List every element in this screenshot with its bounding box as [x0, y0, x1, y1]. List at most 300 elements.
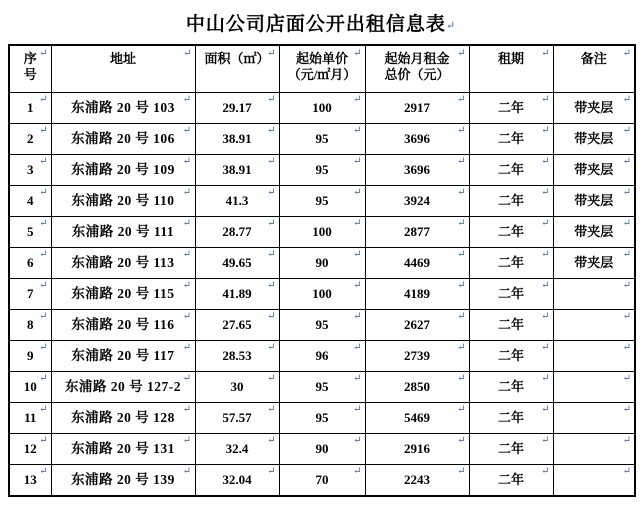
cell-term-text: 二年	[497, 410, 524, 425]
paragraph-mark-icon: ↵	[457, 404, 466, 415]
cell-unit-price-text: 90	[315, 255, 329, 270]
cell-address	[51, 155, 195, 186]
cell-area	[195, 279, 279, 310]
cell-address	[51, 465, 195, 497]
table-header-row-group	[9, 45, 635, 93]
cell-term	[469, 279, 553, 310]
cell-area-text: 49.65	[222, 255, 252, 270]
cell-seq	[9, 403, 51, 434]
cell-seq-text: 2	[27, 131, 34, 146]
paragraph-mark-icon: ↵	[39, 218, 48, 229]
cell-unit-price-text: 100	[312, 286, 332, 301]
paragraph-mark-icon: ↵	[541, 280, 550, 291]
cell-seq-text: 12	[23, 441, 37, 456]
cell-monthly-total	[365, 465, 469, 497]
paragraph-mark-icon: ↵	[267, 218, 276, 229]
cell-term	[469, 403, 553, 434]
column-header-area	[195, 45, 279, 93]
table-row	[9, 155, 635, 186]
cell-seq-text: 4	[27, 193, 34, 208]
cell-seq-text: 9	[27, 348, 34, 363]
paragraph-mark-icon: ↵	[39, 435, 48, 446]
table-row	[9, 341, 635, 372]
cell-note-text: 带夹层	[574, 162, 614, 177]
cell-monthly-total	[365, 403, 469, 434]
column-header-note-line1: 备注	[580, 51, 607, 66]
cell-address	[51, 248, 195, 279]
cell-address-text: 东浦路 20 号 116	[71, 317, 175, 332]
cell-seq-text: 11	[24, 410, 37, 425]
cell-monthly-total-text: 5469	[404, 410, 430, 425]
cell-monthly-total-text: 2917	[404, 100, 430, 115]
cell-term	[469, 310, 553, 341]
cell-term-text: 二年	[497, 100, 524, 115]
cell-term	[469, 372, 553, 403]
cell-monthly-total	[365, 310, 469, 341]
cell-monthly-total	[365, 217, 469, 248]
cell-monthly-total-text: 3696	[404, 162, 430, 177]
cell-term-text: 二年	[497, 255, 524, 270]
cell-area	[195, 310, 279, 341]
cell-area-text: 38.91	[222, 131, 252, 146]
cell-term-text: 二年	[497, 472, 524, 487]
cell-term	[469, 124, 553, 155]
cell-note-text: 带夹层	[574, 255, 614, 270]
paragraph-mark-icon: ↵	[622, 218, 631, 229]
cell-seq	[9, 465, 51, 497]
cell-address-text: 东浦路 20 号 109	[71, 162, 175, 177]
cell-monthly-total	[365, 279, 469, 310]
table-header-row	[9, 45, 635, 93]
cell-monthly-total	[365, 434, 469, 465]
cell-monthly-total-text: 2850	[404, 379, 430, 394]
paragraph-mark-icon: ↵	[39, 311, 48, 322]
paragraph-mark-icon: ↵	[353, 48, 362, 59]
paragraph-mark-icon: ↵	[622, 48, 631, 59]
cell-note-text: 带夹层	[574, 100, 614, 115]
paragraph-mark-icon: ↵	[39, 125, 48, 136]
cell-monthly-total	[365, 186, 469, 217]
cell-seq-text: 5	[27, 224, 34, 239]
cell-monthly-total-text: 4189	[404, 286, 430, 301]
cell-seq	[9, 248, 51, 279]
column-header-term-line1: 租期	[497, 51, 524, 66]
cell-seq-text: 8	[27, 317, 34, 332]
cell-term-text: 二年	[497, 131, 524, 146]
cell-unit-price-text: 95	[315, 193, 329, 208]
paragraph-mark-icon: ↵	[267, 94, 276, 105]
cell-address	[51, 341, 195, 372]
paragraph-mark-icon: ↵	[457, 342, 466, 353]
paragraph-mark-icon: ↵	[622, 280, 631, 291]
cell-unit-price-text: 100	[312, 100, 332, 115]
column-header-seq-line2: 号	[23, 66, 37, 82]
cell-term-text: 二年	[497, 162, 524, 177]
paragraph-mark-icon: ↵	[622, 249, 631, 260]
paragraph-mark-icon: ↵	[457, 218, 466, 229]
paragraph-mark-icon: ↵	[267, 48, 276, 59]
cell-unit-price	[279, 403, 365, 434]
paragraph-mark-icon: ↵	[541, 156, 550, 167]
paragraph-mark-icon: ↵	[183, 48, 192, 59]
cell-unit-price-text: 95	[315, 131, 329, 146]
cell-seq-text: 10	[23, 379, 37, 394]
paragraph-mark-icon: ↵	[39, 48, 48, 59]
cell-address	[51, 186, 195, 217]
cell-unit-price	[279, 186, 365, 217]
paragraph-mark-icon: ↵	[353, 218, 362, 229]
cell-unit-price-text: 95	[315, 379, 329, 394]
paragraph-mark-icon: ↵	[267, 373, 276, 384]
paragraph-mark-icon: ↵	[541, 342, 550, 353]
paragraph-mark-icon: ↵	[622, 187, 631, 198]
paragraph-mark-icon: ↵	[457, 373, 466, 384]
cell-note	[553, 186, 635, 217]
paragraph-mark-icon: ↵	[267, 435, 276, 446]
cell-area-text: 32.4	[225, 441, 249, 456]
paragraph-mark-icon: ↵	[267, 125, 276, 136]
cell-address-text: 东浦路 20 号 128	[71, 410, 175, 425]
cell-unit-price	[279, 93, 365, 124]
paragraph-mark-icon: ↵	[622, 125, 631, 136]
cell-area-text: 57.57	[222, 410, 252, 425]
cell-unit-price	[279, 155, 365, 186]
cell-address	[51, 93, 195, 124]
paragraph-mark-icon: ↵	[39, 466, 48, 477]
paragraph-mark-icon: ↵	[39, 249, 48, 260]
paragraph-mark-icon: ↵	[457, 94, 466, 105]
column-header-address	[51, 45, 195, 93]
column-header-area-line1: 面积（㎡）	[204, 51, 270, 66]
cell-monthly-total	[365, 341, 469, 372]
cell-note	[553, 93, 635, 124]
cell-term	[469, 186, 553, 217]
cell-unit-price	[279, 217, 365, 248]
cell-address-text: 东浦路 20 号 106	[71, 131, 175, 146]
table-row	[9, 310, 635, 341]
cell-area	[195, 372, 279, 403]
cell-unit-price	[279, 124, 365, 155]
paragraph-mark-icon: ↵	[457, 466, 466, 477]
column-header-address-line1: 地址	[109, 51, 136, 66]
paragraph-mark-icon: ↵	[457, 435, 466, 446]
paragraph-mark-icon: ↵	[622, 94, 631, 105]
paragraph-mark-icon: ↵	[353, 187, 362, 198]
cell-unit-price	[279, 279, 365, 310]
paragraph-mark-icon: ↵	[182, 280, 192, 291]
paragraph-mark-icon: ↵	[457, 125, 466, 136]
paragraph-mark-icon: ↵	[182, 94, 192, 105]
paragraph-mark-icon: ↵	[541, 125, 550, 136]
paragraph-mark-icon: ↵	[39, 373, 48, 384]
cell-area	[195, 434, 279, 465]
paragraph-mark-icon: ↵	[457, 280, 466, 291]
cell-monthly-total	[365, 93, 469, 124]
paragraph-mark-icon: ↵	[267, 404, 276, 415]
paragraph-mark-icon: ↵	[353, 373, 362, 384]
paragraph-mark-icon: ↵	[622, 311, 631, 322]
cell-note	[553, 341, 635, 372]
cell-note	[553, 465, 635, 497]
cell-monthly-total-text: 2877	[404, 224, 430, 239]
cell-monthly-total-text: 2243	[404, 472, 430, 487]
cell-seq	[9, 310, 51, 341]
paragraph-mark-icon: ↵	[622, 156, 631, 167]
cell-area	[195, 217, 279, 248]
cell-note	[553, 403, 635, 434]
cell-address-text: 东浦路 20 号 111	[71, 224, 175, 239]
table-row	[9, 403, 635, 434]
cell-term-text: 二年	[497, 286, 524, 301]
paragraph-mark-icon: ↵	[353, 466, 362, 477]
cell-term	[469, 434, 553, 465]
paragraph-mark-icon: ↵	[267, 342, 276, 353]
paragraph-mark-icon: ↵	[622, 342, 631, 353]
paragraph-mark-icon: ↵	[267, 156, 276, 167]
cell-note	[553, 434, 635, 465]
cell-address	[51, 310, 195, 341]
paragraph-mark-icon: ↵	[267, 280, 276, 291]
paragraph-mark-icon: ↵	[267, 466, 276, 477]
cell-term	[469, 93, 553, 124]
cell-note-text: 带夹层	[574, 224, 614, 239]
cell-monthly-total-text: 3924	[404, 193, 430, 208]
cell-seq-text: 13	[23, 472, 37, 487]
table-container	[0, 44, 642, 497]
paragraph-mark-icon: ↵	[457, 187, 466, 198]
paragraph-mark-icon: ↵	[541, 373, 550, 384]
cell-address	[51, 372, 195, 403]
cell-unit-price	[279, 372, 365, 403]
cell-area-text: 32.04	[222, 472, 252, 487]
column-header-unit-price	[279, 45, 365, 93]
cell-area-text: 28.77	[222, 224, 252, 239]
cell-seq-text: 3	[27, 162, 34, 177]
cell-monthly-total	[365, 372, 469, 403]
cell-monthly-total	[365, 124, 469, 155]
paragraph-mark-icon: ↵	[182, 404, 192, 415]
page-title-text: 中山公司店面公开出租信息表	[185, 14, 446, 35]
cell-unit-price-text: 95	[315, 317, 329, 332]
paragraph-mark-icon: ↵	[39, 280, 48, 291]
page-title	[0, 0, 642, 44]
paragraph-mark-icon: ↵	[39, 187, 48, 198]
paragraph-mark-icon: ↵	[182, 187, 192, 198]
paragraph-mark-icon: ↵	[541, 249, 550, 260]
paragraph-mark-icon: ↵	[182, 435, 192, 446]
cell-seq	[9, 279, 51, 310]
cell-note	[553, 372, 635, 403]
cell-unit-price-text: 100	[312, 224, 332, 239]
paragraph-mark-icon: ↵	[182, 466, 192, 477]
cell-note	[553, 155, 635, 186]
cell-monthly-total-text: 3696	[404, 131, 430, 146]
paragraph-mark-icon: ↵	[622, 373, 631, 384]
cell-address	[51, 403, 195, 434]
cell-area	[195, 465, 279, 497]
cell-area	[195, 341, 279, 372]
cell-term	[469, 341, 553, 372]
cell-term	[469, 155, 553, 186]
cell-area-text: 27.65	[222, 317, 252, 332]
cell-address	[51, 434, 195, 465]
paragraph-mark-icon: ↵	[267, 249, 276, 260]
paragraph-mark-icon: ↵	[182, 249, 192, 260]
cell-address-text: 东浦路 20 号 113	[71, 255, 175, 270]
paragraph-mark-icon: ↵	[457, 249, 466, 260]
paragraph-mark-icon: ↵	[182, 218, 192, 229]
cell-unit-price-text: 70	[315, 472, 329, 487]
cell-seq-text: 1	[27, 100, 34, 115]
paragraph-mark-icon: ↵	[457, 48, 466, 59]
paragraph-mark-icon: ↵	[182, 373, 192, 384]
table-row	[9, 217, 635, 248]
table-row	[9, 93, 635, 124]
cell-seq	[9, 217, 51, 248]
cell-note	[553, 279, 635, 310]
table-row	[9, 124, 635, 155]
paragraph-mark-icon: ↵	[541, 48, 550, 59]
table-row	[9, 279, 635, 310]
cell-seq-text: 6	[27, 255, 34, 270]
paragraph-mark-icon: ↵	[622, 466, 631, 477]
paragraph-mark-icon: ↵	[353, 94, 362, 105]
table-row	[9, 465, 635, 497]
cell-term-text: 二年	[497, 379, 524, 394]
cell-area	[195, 124, 279, 155]
cell-term	[469, 217, 553, 248]
cell-seq-text: 7	[27, 286, 34, 301]
paragraph-mark-icon: ↵	[182, 125, 192, 136]
table-row	[9, 248, 635, 279]
cell-seq	[9, 124, 51, 155]
cell-note-text: 带夹层	[574, 131, 614, 146]
table-row	[9, 434, 635, 465]
cell-term-text: 二年	[497, 348, 524, 363]
column-header-term	[469, 45, 553, 93]
cell-address	[51, 279, 195, 310]
table-row	[9, 372, 635, 403]
paragraph-mark-icon: ↵	[353, 249, 362, 260]
paragraph-mark-icon: ↵	[353, 156, 362, 167]
cell-term	[469, 248, 553, 279]
cell-area	[195, 403, 279, 434]
cell-address	[51, 124, 195, 155]
cell-area	[195, 155, 279, 186]
column-header-unit-price-line2: （元/㎡月）	[287, 66, 357, 82]
cell-note	[553, 248, 635, 279]
cell-seq	[9, 372, 51, 403]
cell-address-text: 东浦路 20 号 103	[71, 100, 175, 115]
cell-unit-price-text: 95	[315, 162, 329, 177]
cell-area-text: 29.17	[222, 100, 252, 115]
cell-monthly-total	[365, 248, 469, 279]
paragraph-mark-icon: ↵	[541, 218, 550, 229]
column-header-unit-price-line1: 起始单价	[295, 51, 348, 66]
paragraph-mark-icon: ↵	[457, 311, 466, 322]
cell-unit-price-text: 96	[315, 348, 329, 363]
paragraph-mark-icon: ↵	[267, 187, 276, 198]
paragraph-mark-icon: ↵	[541, 94, 550, 105]
cell-area	[195, 186, 279, 217]
paragraph-mark-icon: ↵	[541, 404, 550, 415]
cell-area-text: 30	[230, 379, 244, 394]
cell-unit-price	[279, 434, 365, 465]
cell-area-text: 41.3	[225, 193, 249, 208]
cell-note	[553, 217, 635, 248]
cell-unit-price	[279, 310, 365, 341]
paragraph-mark-icon: ↵	[39, 94, 48, 105]
cell-seq	[9, 155, 51, 186]
paragraph-mark-icon: ↵	[353, 435, 362, 446]
cell-address-text: 东浦路 20 号 127-2	[64, 379, 182, 394]
cell-unit-price	[279, 248, 365, 279]
cell-term-text: 二年	[497, 317, 524, 332]
cell-unit-price-text: 95	[315, 410, 329, 425]
paragraph-mark-icon: ↵	[457, 156, 466, 167]
paragraph-mark-icon: ↵	[353, 342, 362, 353]
cell-term-text: 二年	[497, 193, 524, 208]
cell-area-text: 41.89	[222, 286, 252, 301]
cell-area	[195, 93, 279, 124]
column-header-monthly-total-line2: 总价（元）	[384, 66, 450, 82]
cell-monthly-total-text: 4469	[404, 255, 430, 270]
column-header-seq	[9, 45, 51, 93]
column-header-monthly-total	[365, 45, 469, 93]
cell-monthly-total-text: 2627	[404, 317, 430, 332]
cell-seq	[9, 93, 51, 124]
paragraph-mark-icon: ↵	[353, 311, 362, 322]
paragraph-mark-icon: ↵	[353, 125, 362, 136]
paragraph-mark-icon: ↵	[541, 435, 550, 446]
column-header-seq-line1: 序	[23, 51, 37, 66]
rental-info-table	[8, 44, 636, 497]
cell-address	[51, 217, 195, 248]
cell-term-text: 二年	[497, 441, 524, 456]
cell-address-text: 东浦路 20 号 110	[71, 193, 175, 208]
cell-term-text: 二年	[497, 224, 524, 239]
cell-area-text: 38.91	[222, 162, 252, 177]
paragraph-mark-icon: ↵	[541, 311, 550, 322]
cell-seq	[9, 341, 51, 372]
paragraph-mark-icon: ↵	[541, 466, 550, 477]
paragraph-mark-icon: ↵	[622, 435, 631, 446]
paragraph-mark-icon: ↵	[39, 404, 48, 415]
paragraph-mark-icon: ↵	[541, 187, 550, 198]
cell-unit-price	[279, 341, 365, 372]
cell-address-text: 东浦路 20 号 115	[71, 286, 175, 301]
column-header-note	[553, 45, 635, 93]
cell-address-text: 东浦路 20 号 117	[71, 348, 175, 363]
cell-monthly-total-text: 2739	[404, 348, 430, 363]
paragraph-mark-icon: ↵	[353, 280, 362, 291]
table-body	[9, 93, 635, 497]
cell-address-text: 东浦路 20 号 139	[71, 472, 175, 487]
cell-area-text: 28.53	[222, 348, 252, 363]
cell-seq	[9, 186, 51, 217]
paragraph-mark-icon: ↵	[267, 311, 276, 322]
cell-monthly-total-text: 2916	[404, 441, 430, 456]
cell-unit-price-text: 90	[315, 441, 329, 456]
cell-address-text: 东浦路 20 号 131	[71, 441, 175, 456]
paragraph-mark-icon: ↵	[39, 156, 48, 167]
cell-area	[195, 248, 279, 279]
table-row	[9, 186, 635, 217]
cell-note	[553, 124, 635, 155]
cell-note	[553, 310, 635, 341]
cell-term	[469, 465, 553, 497]
paragraph-mark-icon: ↵	[622, 404, 631, 415]
